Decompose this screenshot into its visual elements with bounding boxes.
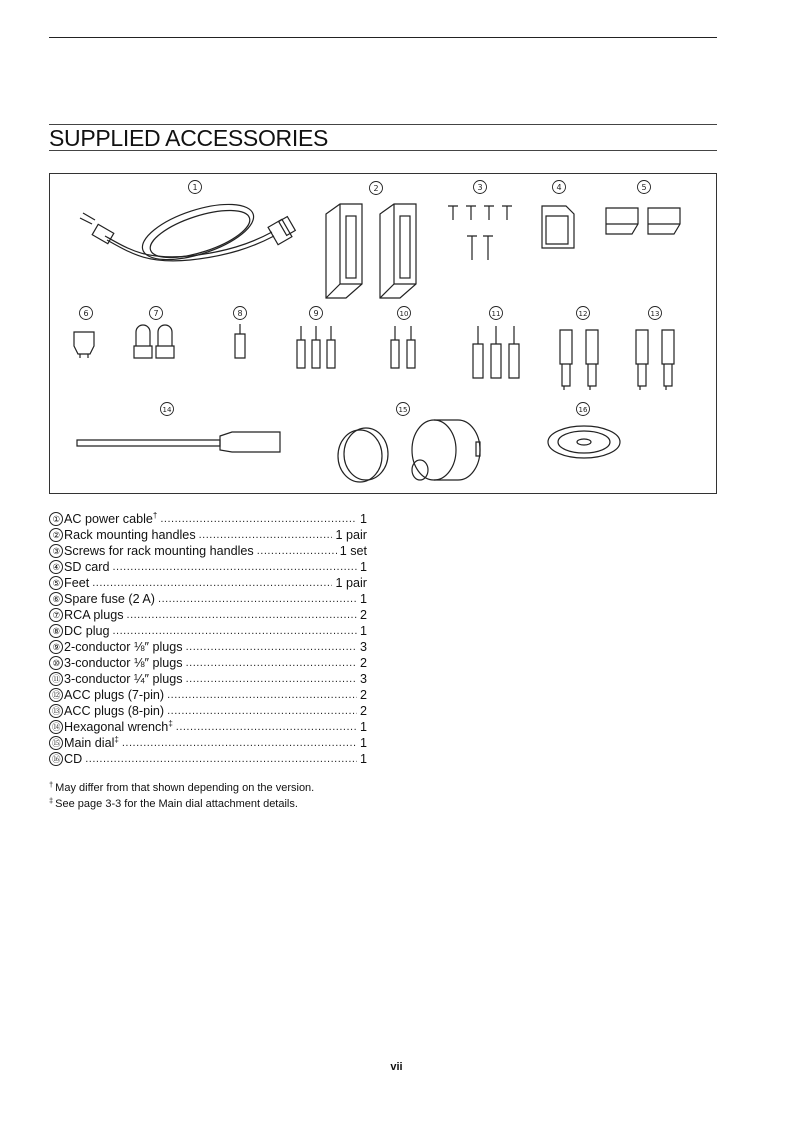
leader-dots <box>186 639 357 655</box>
leader-dots <box>186 655 357 671</box>
item-quantity: 2 <box>359 608 367 622</box>
svg-text:6: 6 <box>83 309 89 318</box>
svg-text:13: 13 <box>650 310 660 318</box>
item-number: ④ <box>49 560 63 574</box>
item-number: ③ <box>49 544 63 558</box>
list-item <box>49 543 367 559</box>
item-number: ⑭ <box>49 720 63 734</box>
figure-label <box>150 307 163 320</box>
item-name: DC plug <box>64 624 110 638</box>
svg-text:1: 1 <box>192 183 198 192</box>
leader-dots <box>113 559 357 575</box>
list-item <box>49 751 367 767</box>
list-item <box>49 703 367 719</box>
leader-dots <box>122 735 357 751</box>
item-quantity: 2 <box>359 704 367 718</box>
item-quantity: 1 <box>359 752 367 766</box>
screws-drawing <box>448 206 512 260</box>
spare-fuse-drawing <box>74 332 94 358</box>
figure-label <box>649 307 662 320</box>
leader-dots <box>167 687 357 703</box>
item-name: Feet <box>64 576 90 590</box>
item-name: SD card <box>64 560 110 574</box>
item-quantity: 2 <box>359 656 367 670</box>
list-item <box>49 511 367 527</box>
item-number: ⑧ <box>49 624 63 638</box>
item-name: ACC plugs (8-pin) <box>64 704 165 718</box>
item-quantity: 1 <box>359 592 367 606</box>
list-item <box>49 575 367 591</box>
figure-label <box>398 307 411 320</box>
svg-text:2: 2 <box>373 184 379 193</box>
main-dial-drawing <box>338 420 480 482</box>
figure-label <box>189 181 202 194</box>
svg-text:15: 15 <box>398 406 408 414</box>
footnote: ‡ See page 3-3 for the Main dial attachment details. <box>49 796 298 810</box>
list-item <box>49 655 367 671</box>
item-quantity: 1 <box>359 560 367 574</box>
page-title: SUPPLIED ACCESSORIES <box>49 125 329 151</box>
figure-label <box>397 403 410 416</box>
item-number: ① <box>49 512 63 526</box>
ac-power-cable-drawing <box>80 193 295 271</box>
item-quantity: 1 <box>359 720 367 734</box>
item-name: RCA plugs <box>64 608 124 622</box>
item-number: ⑫ <box>49 688 63 702</box>
item-number: ② <box>49 528 63 542</box>
item-quantity: 2 <box>359 688 367 702</box>
list-item <box>49 623 367 639</box>
figure-label <box>638 181 651 194</box>
list-item <box>49 735 367 751</box>
svg-text:12: 12 <box>578 310 588 318</box>
figure-label <box>161 403 174 416</box>
item-name: Rack mounting handles <box>64 528 196 542</box>
leader-dots <box>127 607 357 623</box>
svg-text:3: 3 <box>477 183 483 192</box>
leader-dots <box>92 575 332 591</box>
top-rule <box>49 37 717 38</box>
item-name: Screws for rack mounting handles <box>64 544 254 558</box>
list-item <box>49 607 367 623</box>
svg-text:8: 8 <box>237 309 243 318</box>
leader-dots <box>113 623 357 639</box>
item-number: ⑬ <box>49 704 63 718</box>
svg-text:11: 11 <box>491 310 501 318</box>
list-item <box>49 591 367 607</box>
list-item <box>49 527 367 543</box>
rca-plugs-drawing <box>134 325 174 358</box>
figure-label <box>234 307 247 320</box>
feet-drawing <box>606 208 680 234</box>
leader-dots <box>176 719 357 735</box>
item-name: 3-conductor ⅛″ plugs <box>64 656 183 670</box>
item-quantity: 3 <box>359 672 367 686</box>
footnote: † May differ from that shown depending on the version. <box>49 780 315 794</box>
item-number: ⑤ <box>49 576 63 590</box>
item-name: AC power cable† <box>64 511 158 526</box>
list-item <box>49 687 367 703</box>
item-number: ⑥ <box>49 592 63 606</box>
item-quantity: 1 <box>359 736 367 750</box>
svg-text:14: 14 <box>162 406 172 414</box>
item-number: ⑦ <box>49 608 63 622</box>
item-number: ⑩ <box>49 656 63 670</box>
item-number: ⑯ <box>49 752 63 766</box>
leader-dots <box>160 511 357 527</box>
item-name: Main dial‡ <box>64 735 119 750</box>
svg-text:5: 5 <box>641 183 647 192</box>
acc-7pin-plugs-drawing <box>560 330 598 390</box>
leader-dots <box>186 671 357 687</box>
leader-dots <box>167 703 357 719</box>
item-quantity: 1 <box>359 512 367 526</box>
figure-label <box>577 307 590 320</box>
figure-label <box>370 182 383 195</box>
figure-label <box>310 307 323 320</box>
svg-text:4: 4 <box>556 183 562 192</box>
svg-text:10: 10 <box>399 310 409 318</box>
item-number: ⑨ <box>49 640 63 654</box>
item-name: 3-conductor ¼″ plugs <box>64 672 183 686</box>
section-title-block <box>49 124 717 151</box>
item-mark: † <box>152 511 158 520</box>
sd-card-drawing <box>542 206 574 248</box>
3-conductor-quarter-plugs-drawing <box>473 326 519 378</box>
figure-label <box>553 181 566 194</box>
hex-wrench-drawing <box>77 432 280 452</box>
page-number: vii <box>390 1061 403 1073</box>
item-quantity: 1 set <box>339 544 367 558</box>
list-item <box>49 559 367 575</box>
svg-text:9: 9 <box>313 309 319 318</box>
item-name: Hexagonal wrench‡ <box>64 719 173 734</box>
footnotes <box>49 780 314 812</box>
item-quantity: 1 pair <box>335 576 367 590</box>
figure-label <box>474 181 487 194</box>
dc-plug-drawing <box>235 324 245 358</box>
list-item <box>49 671 367 687</box>
figure-label <box>490 307 503 320</box>
leader-dots <box>199 527 333 543</box>
item-name: Spare fuse (2 A) <box>64 592 156 606</box>
cd-drawing <box>548 426 620 458</box>
figure-label <box>577 403 590 416</box>
item-name: ACC plugs (7-pin) <box>64 688 165 702</box>
leader-dots <box>257 543 337 559</box>
accessory-list <box>49 511 367 767</box>
leader-dots <box>85 751 357 767</box>
item-mark: ‡ <box>168 719 173 728</box>
item-name: CD <box>64 752 83 766</box>
rack-handles-drawing <box>326 204 416 298</box>
2-conductor-plugs-drawing <box>297 326 335 368</box>
list-item <box>49 639 367 655</box>
item-quantity: 1 <box>359 624 367 638</box>
3-conductor-eighth-plugs-drawing <box>391 326 415 368</box>
item-quantity: 3 <box>359 640 367 654</box>
leader-dots <box>158 591 357 607</box>
item-quantity: 1 pair <box>335 528 367 542</box>
acc-8pin-plugs-drawing <box>636 330 674 390</box>
item-number: ⑪ <box>49 672 63 686</box>
list-item <box>49 719 367 735</box>
figure-label <box>80 307 93 320</box>
svg-text:16: 16 <box>578 406 588 414</box>
svg-text:7: 7 <box>153 309 159 318</box>
item-number: ⑮ <box>49 736 63 750</box>
accessories-illustration <box>49 173 717 494</box>
item-mark: ‡ <box>114 735 119 744</box>
item-name: 2-conductor ⅛″ plugs <box>64 640 183 654</box>
